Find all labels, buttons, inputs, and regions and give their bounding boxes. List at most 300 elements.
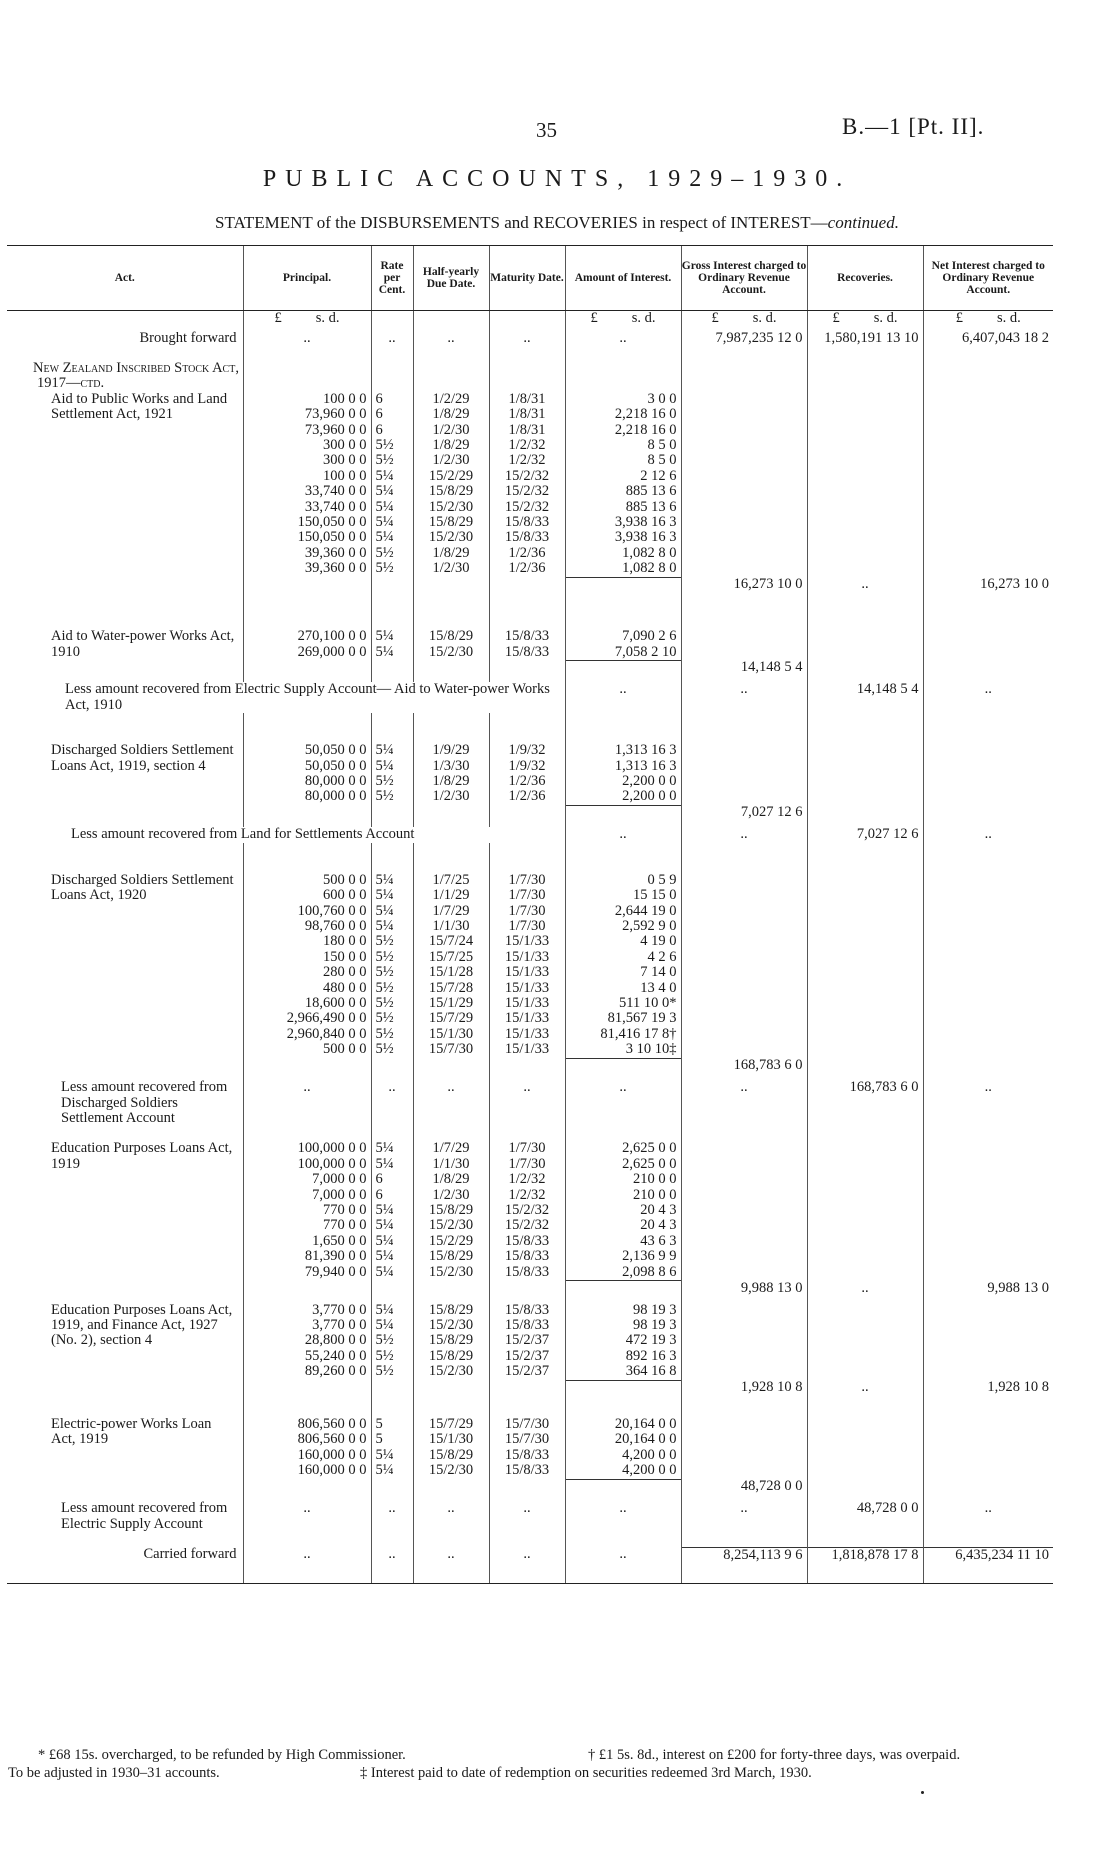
maturity-value: 1/8/31 (489, 423, 565, 438)
table-cell (807, 805, 923, 827)
net-value (923, 1448, 1053, 1463)
recoveries-value (807, 561, 923, 577)
amount-value: 1,313 16 3 (565, 759, 681, 774)
amount-value: 4 2 6 (565, 950, 681, 965)
maturity-value: 15/2/32 (489, 484, 565, 499)
maturity-value: 15/1/33 (489, 934, 565, 949)
rate-value: 5¼ (371, 919, 413, 934)
page-number: 35 (536, 118, 557, 142)
maturity-value: 15/2/32 (489, 469, 565, 484)
recoveries-value (807, 1011, 923, 1026)
spacer-cell (681, 713, 807, 743)
recoveries-value (807, 1432, 923, 1447)
amount-value: 2,592 9 0 (565, 919, 681, 934)
recoveries-value (807, 1303, 923, 1318)
footnote-adjust: To be adjusted in 1930–31 accounts. (8, 1765, 220, 1781)
col-rate: Rate per Cent. (371, 246, 413, 311)
gross-value (681, 1249, 807, 1264)
shillings-pence-label: s. d. (315, 310, 340, 326)
amount-value: 2,218 16 0 (565, 407, 681, 422)
maturity-value: 1/8/31 (489, 407, 565, 422)
table-cell (413, 1380, 489, 1402)
amount-value: 43 6 3 (565, 1234, 681, 1249)
amount-value: 20 4 3 (565, 1218, 681, 1233)
amount-value: 98 19 3 (565, 1318, 681, 1333)
amount-value: 210 0 0 (565, 1188, 681, 1203)
spacer-cell (413, 843, 489, 873)
section-heading-row (7, 361, 1053, 392)
recoveries-value (807, 546, 923, 561)
recoveries-value (807, 1234, 923, 1249)
rate-value: 5½ (371, 950, 413, 965)
gross-value (681, 759, 807, 774)
spacer-cell (7, 713, 243, 743)
spacer-cell (807, 843, 923, 873)
table-cell (243, 1479, 371, 1501)
recoveries-value (807, 950, 923, 965)
maturity-value: 1/2/32 (489, 1188, 565, 1203)
gross-value (681, 1417, 807, 1432)
principal-value: 73,960 0 0 (243, 407, 371, 422)
rate-value: 6 (371, 1188, 413, 1203)
act-name: Education Purposes Loans Act, 1919, and Finance Act, 1927 (No. 2), section 4 (51, 1301, 233, 1349)
recoveries-units (807, 311, 923, 331)
maturity-value: 15/2/37 (489, 1333, 565, 1348)
table-cell (923, 361, 1053, 392)
amount-value: 8 5 0 (565, 438, 681, 453)
net-value (923, 759, 1053, 774)
table-cell: .. (371, 1547, 413, 1571)
amount-value: 210 0 0 (565, 1172, 681, 1187)
spacer-cell (923, 346, 1053, 361)
spacer-cell (7, 843, 243, 873)
section-total-row (7, 1058, 1053, 1080)
footnote-double-dagger: ‡ Interest paid to date of redemption on securities redeemed 3rd March, 1930. (360, 1765, 812, 1781)
spacer-cell (7, 1532, 243, 1548)
due-date-value: 1/1/30 (413, 919, 489, 934)
pound-sign: £ (590, 310, 598, 326)
net-value (923, 1188, 1053, 1203)
gross-value (681, 789, 807, 805)
act-name: Aid to Public Works and Land Settlement Act, 1921 (51, 390, 228, 423)
due-date-value: 15/8/29 (413, 1448, 489, 1463)
gross-value (681, 423, 807, 438)
gross-value (681, 629, 807, 644)
maturity-value: 15/8/33 (489, 1265, 565, 1281)
recoveries-value (807, 407, 923, 422)
gross-value (681, 392, 807, 407)
pound-sign: £ (832, 310, 840, 326)
rate-value: 5½ (371, 789, 413, 805)
spacer-cell (681, 1532, 807, 1548)
net-value (923, 1463, 1053, 1479)
pound-sign: £ (711, 310, 719, 326)
spacer-cell (681, 1402, 807, 1417)
due-date-value: 15/7/25 (413, 950, 489, 965)
maturity-value: 1/7/30 (489, 873, 565, 888)
gross-value (681, 981, 807, 996)
gross-value (681, 1318, 807, 1333)
principal-value: 80,000 0 0 (243, 774, 371, 789)
table-cell (565, 361, 681, 392)
table-cell: .. (681, 827, 807, 842)
rate-value: 5½ (371, 1349, 413, 1364)
less-recovered-label: Less amount recovered from Discharged Soldiers Settlement Account (61, 1079, 228, 1126)
rate-value: 6 (371, 1172, 413, 1187)
recoveries-value (807, 1157, 923, 1172)
interest-row (7, 1303, 1053, 1318)
recoveries-value (807, 500, 923, 515)
act-name: Aid to Water-power Works Act, 1910 (51, 628, 235, 660)
gross-value (681, 561, 807, 577)
col-principal: Principal. (243, 246, 371, 311)
due-date-value: 15/8/29 (413, 484, 489, 499)
principal-value: 180 0 0 (243, 934, 371, 949)
spacer-cell (371, 346, 413, 361)
recoveries-total: 14,148 5 4 (807, 682, 923, 713)
col-amount: Amount of Interest. (565, 246, 681, 311)
maturity-value: 15/8/33 (489, 1234, 565, 1249)
interest-row (7, 1417, 1053, 1432)
net-value (923, 392, 1053, 407)
recoveries-value (807, 981, 923, 996)
net-value (923, 1303, 1053, 1318)
principal-value: 160,000 0 0 (243, 1463, 371, 1479)
due-date-value: 15/2/30 (413, 500, 489, 515)
col-maturity: Maturity Date. (489, 246, 565, 311)
rate-value: 5¼ (371, 1265, 413, 1281)
table-cell: .. (807, 577, 923, 599)
principal-value: 80,000 0 0 (243, 789, 371, 805)
net-value (923, 500, 1053, 515)
amount-value: 511 10 0* (565, 996, 681, 1011)
section-total-row (7, 1380, 1053, 1402)
maturity-value: 1/2/36 (489, 774, 565, 789)
recoveries-value (807, 1027, 923, 1042)
table-cell (489, 660, 565, 682)
maturity-value: 15/7/30 (489, 1417, 565, 1432)
maturity-value: 15/8/33 (489, 1318, 565, 1333)
gross-total: 16,273 10 0 (681, 577, 807, 599)
table-cell: .. (807, 1281, 923, 1303)
rate-value: 5¼ (371, 1141, 413, 1156)
table-cell (413, 1479, 489, 1501)
due-date-value: 15/1/30 (413, 1432, 489, 1447)
principal-value: 2,966,490 0 0 (243, 1011, 371, 1026)
spacer-cell (807, 1402, 923, 1417)
table-cell (371, 577, 413, 599)
principal-value: 770 0 0 (243, 1218, 371, 1233)
interest-row (7, 1141, 1053, 1156)
due-date-value: 15/8/29 (413, 1203, 489, 1218)
amount-value: 98 19 3 (565, 1303, 681, 1318)
interest-row (7, 629, 1053, 644)
principal-value: 100,000 0 0 (243, 1141, 371, 1156)
col-net: Net Interest charged to Ordinary Revenue Account. (923, 246, 1053, 311)
table-cell (807, 361, 923, 392)
table-cell: .. (413, 1547, 489, 1571)
net-value (923, 561, 1053, 577)
amount-value: 472 19 3 (565, 1333, 681, 1348)
gross-value (681, 873, 807, 888)
net-value (923, 1011, 1053, 1026)
table-cell: .. (807, 1380, 923, 1402)
principal-value: 50,050 0 0 (243, 743, 371, 758)
net-total: 1,928 10 8 (923, 1380, 1053, 1402)
gross-value (681, 530, 807, 545)
net-value (923, 965, 1053, 980)
principal-value: 150,050 0 0 (243, 515, 371, 530)
due-date-value: 1/8/29 (413, 1172, 489, 1187)
table-cell: .. (243, 331, 371, 346)
amount-value: 2,625 0 0 (565, 1141, 681, 1156)
rate-value: 5¼ (371, 515, 413, 530)
recoveries-value (807, 1172, 923, 1187)
due-date-value: 1/2/30 (413, 423, 489, 438)
table-cell (371, 361, 413, 392)
rate-value: 5½ (371, 1364, 413, 1380)
spacer-row (7, 1532, 1053, 1548)
net-total: 16,273 10 0 (923, 577, 1053, 599)
recoveries-value (807, 1333, 923, 1348)
table-cell (489, 1281, 565, 1303)
rate-value: 5¼ (371, 904, 413, 919)
table-cell: .. (565, 1547, 681, 1571)
due-date-value: 15/7/29 (413, 1011, 489, 1026)
maturity-value: 15/8/33 (489, 530, 565, 545)
net-value (923, 1218, 1053, 1233)
gross-value (681, 546, 807, 561)
net-value (923, 1249, 1053, 1264)
due-date-value: 1/7/25 (413, 873, 489, 888)
table-cell (565, 1380, 681, 1402)
maturity-value: 1/7/30 (489, 1141, 565, 1156)
rate-value: 5¼ (371, 645, 413, 661)
net-value (923, 515, 1053, 530)
maturity-value: 15/1/33 (489, 1027, 565, 1042)
rate-value: 5¼ (371, 469, 413, 484)
amount-value: 20 4 3 (565, 1203, 681, 1218)
col-recoveries: Recoveries. (807, 246, 923, 311)
gross-total: 168,783 6 0 (681, 1058, 807, 1080)
rate-value: 5½ (371, 981, 413, 996)
rate-value: 5¼ (371, 1463, 413, 1479)
ink-dot (921, 1791, 924, 1794)
table-cell (489, 311, 565, 331)
principal-value: 100,000 0 0 (243, 1157, 371, 1172)
net-value (923, 423, 1053, 438)
maturity-value: 15/1/33 (489, 996, 565, 1011)
rate-value: 5¼ (371, 1303, 413, 1318)
statement-subtitle: STATEMENT of the DISBURSEMENTS and RECOVERIES in respect of INTEREST—continued. (215, 213, 899, 232)
spacer-cell (243, 1402, 371, 1417)
spacer-cell (7, 1126, 243, 1141)
amount-value: 7 14 0 (565, 965, 681, 980)
spacer-cell (807, 713, 923, 743)
principal-value: 100 0 0 (243, 392, 371, 407)
principal-value: 3,770 0 0 (243, 1318, 371, 1333)
due-date-value: 15/2/30 (413, 645, 489, 661)
principal-value: 806,560 0 0 (243, 1417, 371, 1432)
amount-value: 3,938 16 3 (565, 515, 681, 530)
rate-value: 5½ (371, 1333, 413, 1348)
table-cell (371, 1479, 413, 1501)
amount-value: 1,313 16 3 (565, 743, 681, 758)
due-date-value: 1/3/30 (413, 759, 489, 774)
table-cell (565, 805, 681, 827)
recoveries-value (807, 1218, 923, 1233)
spacer-cell (371, 843, 413, 873)
gross-value (681, 453, 807, 468)
table-cell: .. (681, 1501, 807, 1532)
section-total-row (7, 577, 1053, 599)
recoveries-value (807, 1203, 923, 1218)
table-cell (7, 1058, 243, 1080)
amount-value: 7,090 2 6 (565, 629, 681, 644)
gross-value (681, 904, 807, 919)
gross-value (681, 407, 807, 422)
table-cell (807, 660, 923, 682)
net-value (923, 1349, 1053, 1364)
recoveries-value (807, 453, 923, 468)
table-cell (371, 1058, 413, 1080)
maturity-value: 1/7/30 (489, 904, 565, 919)
less-recovered-row (7, 1501, 1053, 1532)
table-cell (565, 1058, 681, 1080)
spacer-cell (923, 1571, 1053, 1583)
net-value (923, 1432, 1053, 1447)
table-cell: .. (413, 331, 489, 346)
table-cell (413, 805, 489, 827)
recoveries-value (807, 530, 923, 545)
rate-value: 5¼ (371, 1203, 413, 1218)
recoveries-value (807, 469, 923, 484)
net-value (923, 1364, 1053, 1380)
net-value (923, 789, 1053, 805)
spacer-cell (7, 1402, 243, 1417)
interest-row (7, 873, 1053, 888)
recoveries-value (807, 934, 923, 949)
table-cell: .. (489, 1501, 565, 1532)
table-cell (565, 1281, 681, 1303)
table-cell (413, 361, 489, 392)
interest-row (7, 392, 1053, 407)
due-date-value: 15/2/30 (413, 1265, 489, 1281)
spacer-cell (923, 1126, 1053, 1141)
net-value (923, 1318, 1053, 1333)
section-total-row (7, 1479, 1053, 1501)
table-end-row (7, 1571, 1053, 1583)
gross-value (681, 965, 807, 980)
due-date-value: 15/2/30 (413, 1463, 489, 1479)
gross-value (681, 1364, 807, 1380)
maturity-value: 1/2/32 (489, 438, 565, 453)
maturity-value: 1/9/32 (489, 743, 565, 758)
spacer-cell (243, 599, 371, 629)
spacer-cell (681, 843, 807, 873)
gross-value (681, 1042, 807, 1058)
rate-value: 5½ (371, 1027, 413, 1042)
table-cell: .. (565, 1501, 681, 1532)
due-date-value: 15/7/29 (413, 1417, 489, 1432)
recoveries-value (807, 774, 923, 789)
net-value (923, 1027, 1053, 1042)
net-value (923, 530, 1053, 545)
carried-forward-row (7, 1547, 1053, 1571)
footnote-dagger: † £1 5s. 8d., interest on £200 for forty-three days, was overpaid. (588, 1747, 961, 1763)
spacer-cell (923, 1402, 1053, 1417)
net-value (923, 950, 1053, 965)
table-cell: .. (565, 682, 681, 713)
rate-value: 5 (371, 1417, 413, 1432)
net-value (923, 546, 1053, 561)
amount-value: 0 5 9 (565, 873, 681, 888)
net-value (923, 1141, 1053, 1156)
table-cell (7, 1479, 243, 1501)
table-cell: .. (923, 827, 1053, 842)
due-date-value: 15/8/29 (413, 515, 489, 530)
spacer-cell (681, 599, 807, 629)
table-cell (243, 1281, 371, 1303)
less-recovered-row (7, 827, 1053, 842)
net-value (923, 919, 1053, 934)
spacer-cell (565, 1571, 681, 1583)
amount-value: 2,218 16 0 (565, 423, 681, 438)
table-cell: .. (489, 1547, 565, 1571)
spacer-cell (565, 1402, 681, 1417)
maturity-value: 15/1/33 (489, 965, 565, 980)
amount-units (565, 311, 681, 331)
due-date-value: 15/1/28 (413, 965, 489, 980)
principal-value: 50,050 0 0 (243, 759, 371, 774)
table-cell (413, 577, 489, 599)
rate-value: 5¼ (371, 530, 413, 545)
recoveries-value (807, 904, 923, 919)
gross-units (681, 311, 807, 331)
net-value (923, 1417, 1053, 1432)
table-cell (681, 361, 807, 392)
net-value (923, 453, 1053, 468)
gross-value (681, 950, 807, 965)
maturity-value: 15/8/33 (489, 629, 565, 644)
table-cell (923, 660, 1053, 682)
gross-value (681, 888, 807, 903)
amount-value: 20,164 0 0 (565, 1432, 681, 1447)
due-date-value: 15/7/28 (413, 981, 489, 996)
net-total: 9,988 13 0 (923, 1281, 1053, 1303)
net-value (923, 407, 1053, 422)
principal-value: 1,650 0 0 (243, 1234, 371, 1249)
table-cell (807, 1479, 923, 1501)
gross-value (681, 743, 807, 758)
spacer-row (7, 713, 1053, 743)
recoveries-value (807, 996, 923, 1011)
spacer-cell (371, 1126, 413, 1141)
spacer-cell (565, 713, 681, 743)
amount-value: 364 16 8 (565, 1364, 681, 1380)
rate-value: 5¼ (371, 1157, 413, 1172)
recoveries-value (807, 759, 923, 774)
maturity-value: 1/2/32 (489, 1172, 565, 1187)
amount-value: 4,200 0 0 (565, 1448, 681, 1463)
recoveries-value (807, 645, 923, 661)
table-cell (243, 1380, 371, 1402)
table-cell (243, 361, 371, 392)
due-date-value: 1/8/29 (413, 438, 489, 453)
gross-value (681, 919, 807, 934)
amount-value: 8 5 0 (565, 453, 681, 468)
shillings-pence-label: s. d. (996, 310, 1021, 326)
